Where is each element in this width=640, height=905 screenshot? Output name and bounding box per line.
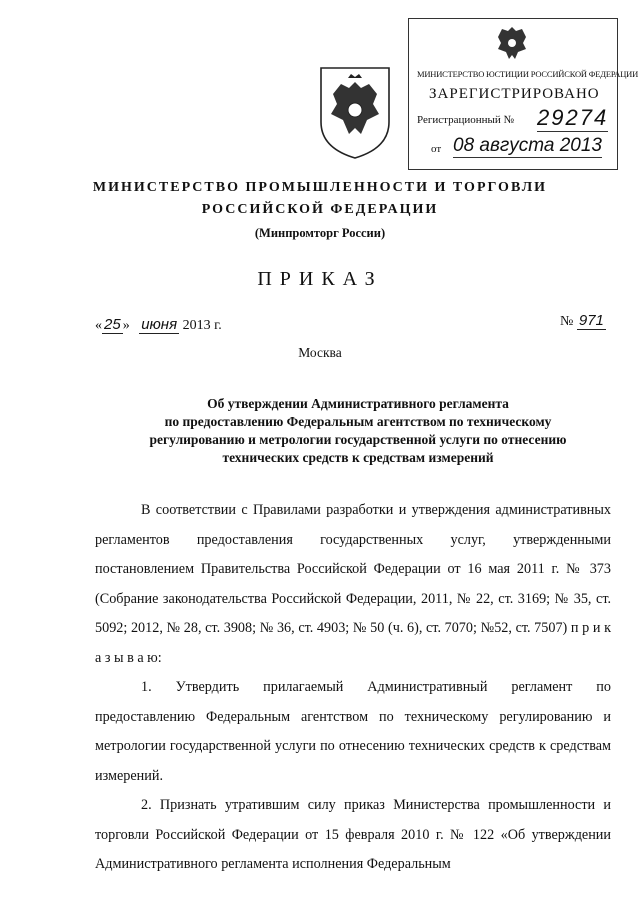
title-line: Об утверждении Административного регламента [207,396,509,411]
order-title [108,395,608,467]
number-value: 971 [578,312,604,329]
city: Москва [298,345,342,360]
stamp-emblem-icon [495,23,529,63]
title-line: по предоставлению Федеральным агентством по техническому [164,414,552,429]
ministry-name-line2: РОССИЙСКОЙ ФЕДЕРАЦИИ [201,202,439,217]
order-number [560,312,606,330]
date-close-quote: » [122,318,130,333]
ministry-short-name: (Минпромторг России) [254,226,386,240]
stamp-regno-label: Регистрационный № [417,114,515,126]
coat-of-arms-icon [315,64,395,160]
stamp-registered: ЗАРЕГИСТРИРОВАНО [429,86,600,102]
order-body [95,496,611,880]
stamp-from-label: от [431,143,442,155]
title-line: технических средств к средствам измерений [222,450,494,465]
order-date [95,316,222,334]
title-line: регулированию и метрологии государственной услуги по отнесению [149,432,567,447]
stamp-regno-value: 29274 [537,105,609,130]
stamp-from-value: 08 августа 2013 [453,135,602,156]
number-label: № [560,314,574,329]
date-day: 25 [104,316,121,333]
body-paragraph-2: 1. Утвердить прилагаемый Административный регламент по предоставлению Федеральным агентством по техническому регулированию и метрологии государственной услуги по отнесению технических средств к средствам измерений. [95,679,611,784]
document-type: ПРИКАЗ [257,268,383,290]
body-paragraph-3: 2. Признать утратившим силу приказ Министерства промышленности и торговли Российской Федерации от 15 февраля 2010 г. № 122 «Об утверждении Административного регламента исполнения Федеральным [95,797,611,872]
date-open-quote: « [95,318,102,333]
stamp-ministry: МИНИСТЕРСТВО ЮСТИЦИИ РОССИЙСКОЙ ФЕДЕРАЦИИ [417,69,639,79]
registration-stamp [408,18,639,170]
date-year: 2013 г. [182,318,222,333]
date-month: июня [141,316,178,333]
ministry-name-line1: МИНИСТЕРСТВО ПРОМЫШЛЕННОСТИ И ТОРГОВЛИ [92,180,548,195]
body-paragraph-1: В соответствии с Правилами разработки и утверждения административных регламентов предоставления государственных услуг, утвержденными постановлением Правительства Российской Федерации от 16 мая 2011 г. № 373 (Собрание законодательства Российской Федерации, 2011, № 22, ст. 3169; № 35, ст. 5092; 2012, № 28, ст. 3908; № 36, ст. 4903; № 50 (ч. 6), ст. 7070; №52, ст. 7507) п р и к а з ы в а ю: [95,502,611,666]
